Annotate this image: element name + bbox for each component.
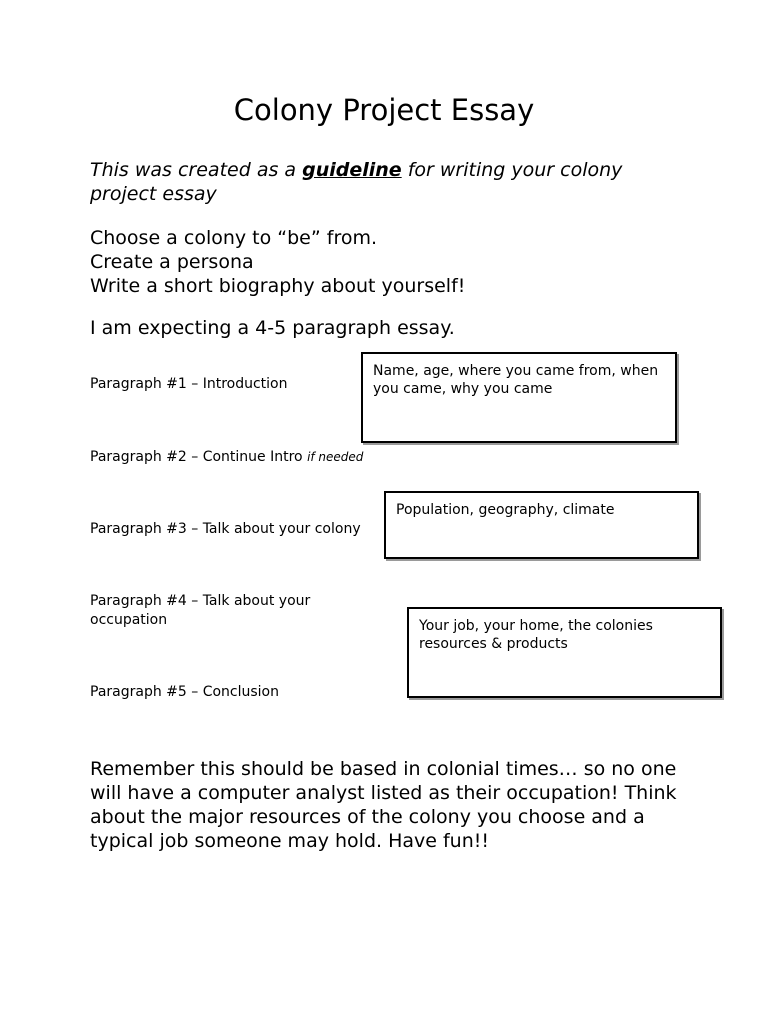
instruction-write-biography: Write a short biography about yourself! xyxy=(90,275,466,297)
paragraph-5-text: Paragraph #5 – Conclusion xyxy=(90,684,279,700)
paragraph-2-text: Paragraph #2 – Continue Intro xyxy=(90,449,308,465)
paragraph-2-note: if needed xyxy=(307,450,364,464)
paragraph-5-label xyxy=(90,683,350,702)
paragraph-1-text: Paragraph #1 – Introduction xyxy=(90,376,288,392)
paragraph-4-label xyxy=(90,592,340,630)
colony-notes-box: Population, geography, climate xyxy=(384,491,699,559)
occupation-notes-box: Your job, your home, the colonies resources & products xyxy=(407,607,722,698)
instruction-list xyxy=(90,226,710,298)
intro-text-after: for writing your colony project essay xyxy=(90,159,623,205)
paragraph-1-label xyxy=(90,375,350,394)
introduction-notes-box: Name, age, where you came from, when you came, why you came xyxy=(361,352,677,443)
paragraph-4-text: Paragraph #4 – Talk about your occupation xyxy=(90,593,311,628)
intro-text-before: This was created as a xyxy=(90,159,303,181)
document-title: Colony Project Essay xyxy=(233,93,535,127)
instruction-choose-colony: Choose a colony to “be” from. xyxy=(90,227,378,249)
paragraph-2-label xyxy=(90,448,410,467)
essay-expectation: I am expecting a 4-5 paragraph essay. xyxy=(90,317,455,339)
paragraph-3-label xyxy=(90,520,390,539)
intro-text xyxy=(90,158,690,206)
closing-reminder: Remember this should be based in colonial times… so no one will have a computer analyst listed as their occupation! Think about the major resources of the colony you choose and a typical job someone may hold. Have fun!! xyxy=(90,758,677,852)
paragraph-3-text: Paragraph #3 – Talk about your colony xyxy=(90,521,361,537)
guideline-keyword: guideline xyxy=(302,159,402,181)
instruction-create-persona: Create a persona xyxy=(90,251,254,273)
